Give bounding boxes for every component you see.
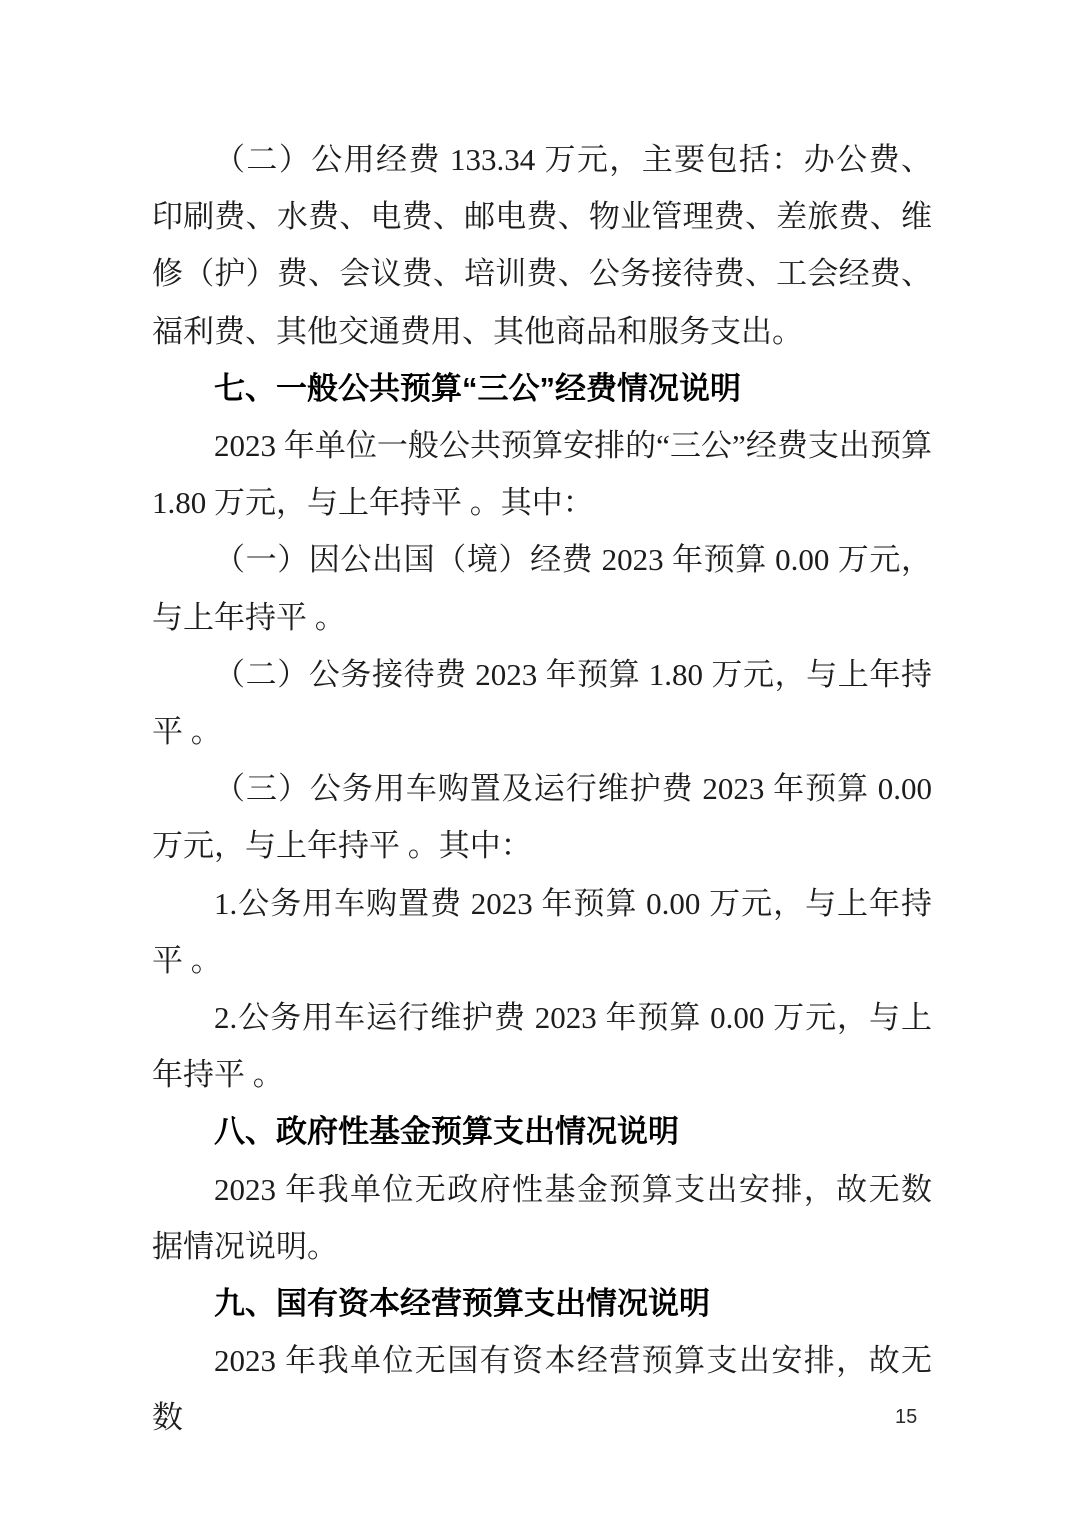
paragraph: 1.公务用车购置费 2023 年预算 0.00 万元，与上年持平 。 — [152, 885, 932, 978]
paragraph: 2023 年我单位无国有资本经营预算支出安排，故无数 — [152, 1343, 932, 1436]
page-number: 15 — [895, 1406, 918, 1428]
section-heading: 七、一般公共预算“三公”经费情况说明 — [214, 370, 741, 406]
document-content — [152, 131, 932, 1447]
paragraph: 2023 年单位一般公共预算安排的“三公”经费支出预算 1.80 万元，与上年持平 。其中： — [152, 428, 932, 521]
paragraph: 2.公务用车运行维护费 2023 年预算 0.00 万元，与上年持平 。 — [152, 1000, 932, 1093]
section-heading: 九、国有资本经营预算支出情况说明 — [214, 1286, 710, 1322]
paragraph: （三）公务用车购置及运行维护费 2023 年预算 0.00 万元，与上年持平 。其中： — [152, 771, 932, 864]
paragraph: （二）公务接待费 2023 年预算 1.80 万元，与上年持平 。 — [152, 656, 932, 750]
paragraph: （二）公用经费 133.34 万元，主要包括：办公费、印刷费、水费、电费、邮电费、物业管理费、差旅费、维修（护）费、会议费、培训费、公务接待费、工会经费、福利费、其他交通费用、其他商品和服务支出。 — [152, 142, 932, 349]
paragraph: （一）因公出国（境）经费 2023 年预算 0.00 万元，与上年持平 。 — [152, 542, 932, 635]
section-heading: 八、政府性基金预算支出情况说明 — [214, 1114, 679, 1150]
paragraph: 2023 年我单位无政府性基金预算支出安排，故无数据情况说明。 — [152, 1171, 932, 1264]
